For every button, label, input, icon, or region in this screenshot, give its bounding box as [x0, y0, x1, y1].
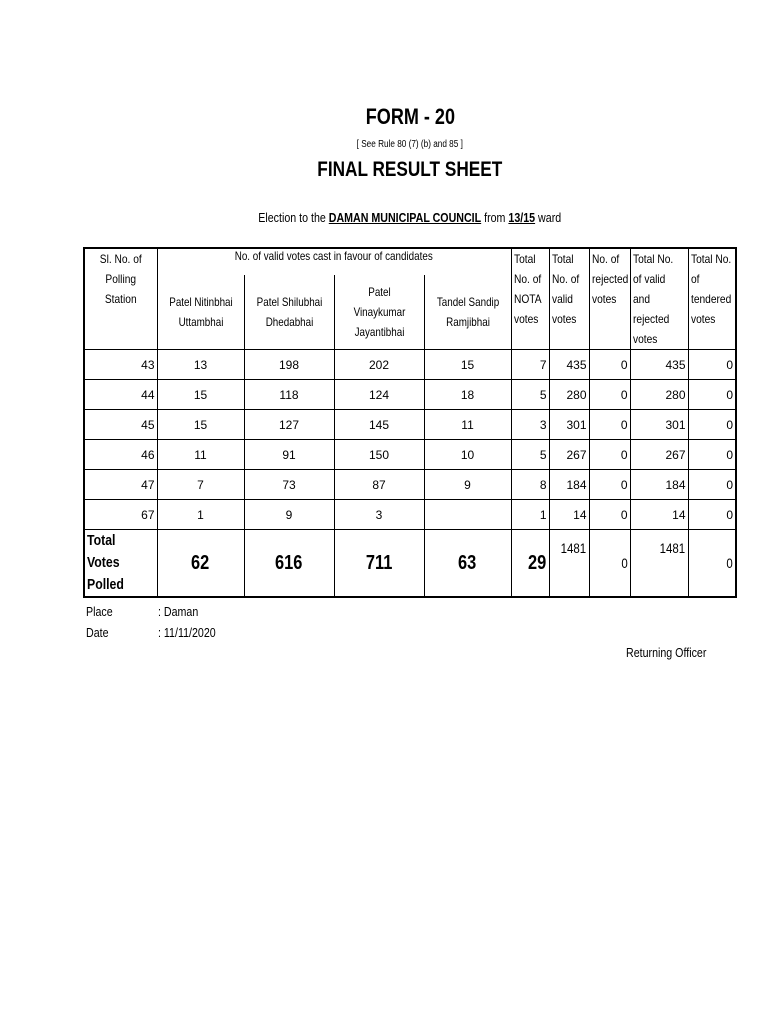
- council-name: DAMAN MUNICIPAL COUNCIL: [329, 210, 482, 225]
- total-rejected: 0: [589, 530, 630, 598]
- cell-polling-station: 43: [84, 350, 157, 380]
- cell-valid: 184: [549, 470, 589, 500]
- col-header-tendered: Total No. of tendered votes: [688, 248, 736, 350]
- cell-votes: 3: [334, 500, 424, 530]
- cell-votes: 10: [424, 440, 511, 470]
- total-nota: 29: [511, 530, 549, 598]
- total-tendered: 0: [688, 530, 736, 598]
- ward-number: 13/15: [508, 210, 536, 225]
- place-label: Place: [86, 604, 113, 619]
- cell-tendered: 0: [688, 470, 736, 500]
- date-value: : 11/11/2020: [158, 625, 216, 640]
- col-header-valid: Total No. of valid votes: [549, 248, 589, 350]
- table-row: [84, 380, 736, 410]
- totals-label: Total Votes Polled: [84, 530, 157, 598]
- cell-valid-rejected: 435: [630, 350, 688, 380]
- cell-valid-rejected: 280: [630, 380, 688, 410]
- cell-rejected: 0: [589, 500, 630, 530]
- table-row: [84, 350, 736, 380]
- cell-polling-station: 45: [84, 410, 157, 440]
- candidate-header: Patel Nitinbhai Uttambhai: [157, 275, 244, 349]
- candidate-header: Tandel Sandip Ramjibhai: [424, 275, 511, 349]
- cell-valid: 280: [549, 380, 589, 410]
- cell-tendered: 0: [688, 500, 736, 530]
- cell-votes: 91: [244, 440, 334, 470]
- cell-votes: 9: [244, 500, 334, 530]
- cell-nota: 7: [511, 350, 549, 380]
- cell-rejected: 0: [589, 410, 630, 440]
- cell-rejected: 0: [589, 470, 630, 500]
- total-votes: 711: [334, 530, 424, 598]
- cell-tendered: 0: [688, 380, 736, 410]
- form-title: FORM - 20: [365, 104, 455, 129]
- candidate-header: Patel Vinaykumar Jayantibhai: [334, 275, 424, 349]
- table-row: [84, 410, 736, 440]
- cell-votes: 145: [334, 410, 424, 440]
- cell-polling-station: 67: [84, 500, 157, 530]
- cell-tendered: 0: [688, 350, 736, 380]
- table-row: [84, 470, 736, 500]
- election-description: Election to the DAMAN MUNICIPAL COUNCIL from 13/15 ward: [258, 210, 562, 225]
- cell-valid-rejected: 267: [630, 440, 688, 470]
- cell-valid-rejected: 14: [630, 500, 688, 530]
- cell-rejected: 0: [589, 440, 630, 470]
- candidate-header: Patel Shilubhai Dhedabhai: [244, 275, 334, 349]
- cell-votes: 1: [157, 500, 244, 530]
- total-votes: 616: [244, 530, 334, 598]
- cell-votes: 13: [157, 350, 244, 380]
- cell-votes: [424, 500, 511, 530]
- totals-row: [84, 530, 736, 598]
- cell-rejected: 0: [589, 350, 630, 380]
- sheet-title: FINAL RESULT SHEET: [317, 158, 503, 181]
- cell-rejected: 0: [589, 380, 630, 410]
- cell-nota: 8: [511, 470, 549, 500]
- col-header-rejected: No. of rejected votes: [589, 248, 630, 350]
- table-row: [84, 500, 736, 530]
- cell-votes: 11: [424, 410, 511, 440]
- cell-votes: 87: [334, 470, 424, 500]
- col-header-polling-station: Sl. No. of Polling Station: [84, 248, 157, 350]
- cell-votes: 73: [244, 470, 334, 500]
- col-header-nota: Total No. of NOTA votes: [511, 248, 549, 350]
- cell-valid: 301: [549, 410, 589, 440]
- cell-votes: 150: [334, 440, 424, 470]
- total-votes: 62: [157, 530, 244, 598]
- cell-votes: 15: [157, 380, 244, 410]
- cell-valid: 267: [549, 440, 589, 470]
- cell-votes: 18: [424, 380, 511, 410]
- total-valid-rejected: 1481: [630, 530, 688, 598]
- total-valid: 1481: [549, 530, 589, 598]
- cell-votes: 11: [157, 440, 244, 470]
- col-header-candidates-group: No. of valid votes cast in favour of candidates: [157, 248, 511, 275]
- cell-valid: 14: [549, 500, 589, 530]
- total-votes: 63: [424, 530, 511, 598]
- returning-officer: Returning Officer: [626, 645, 707, 660]
- cell-votes: 15: [424, 350, 511, 380]
- cell-tendered: 0: [688, 410, 736, 440]
- cell-valid: 435: [549, 350, 589, 380]
- cell-nota: 5: [511, 380, 549, 410]
- cell-nota: 1: [511, 500, 549, 530]
- rule-reference: [ See Rule 80 (7) (b) and 85 ]: [356, 139, 464, 150]
- cell-tendered: 0: [688, 440, 736, 470]
- cell-polling-station: 44: [84, 380, 157, 410]
- cell-votes: 198: [244, 350, 334, 380]
- results-table: [83, 247, 737, 598]
- table-row: [84, 440, 736, 470]
- cell-polling-station: 46: [84, 440, 157, 470]
- place-value: : Daman: [158, 604, 199, 619]
- date-label: Date: [86, 625, 109, 640]
- cell-polling-station: 47: [84, 470, 157, 500]
- cell-votes: 9: [424, 470, 511, 500]
- col-header-valid-and-rejected: Total No. of valid and rejected votes: [630, 248, 688, 350]
- cell-valid-rejected: 301: [630, 410, 688, 440]
- cell-votes: 15: [157, 410, 244, 440]
- cell-nota: 3: [511, 410, 549, 440]
- cell-votes: 118: [244, 380, 334, 410]
- cell-votes: 124: [334, 380, 424, 410]
- cell-votes: 7: [157, 470, 244, 500]
- cell-votes: 202: [334, 350, 424, 380]
- cell-votes: 127: [244, 410, 334, 440]
- cell-nota: 5: [511, 440, 549, 470]
- cell-valid-rejected: 184: [630, 470, 688, 500]
